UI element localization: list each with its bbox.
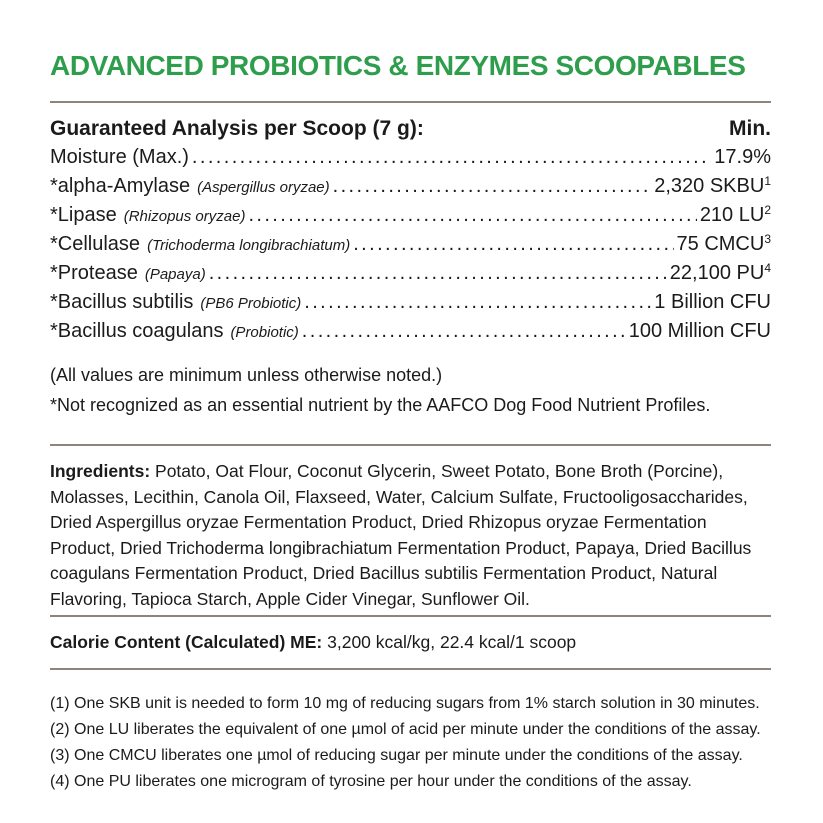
analysis-table (50, 146, 771, 349)
analysis-row-value (654, 291, 771, 314)
analysis-row (50, 146, 771, 175)
note-aafco: *Not recognized as an essential nutrient by the AAFCO Dog Food Nutrient Profiles. (50, 395, 711, 416)
divider (50, 668, 771, 670)
analysis-row-name: Moisture (Max.) (50, 146, 189, 169)
analysis-row-detail: (PB6 Probiotic) (200, 295, 302, 313)
analysis-row-value (714, 146, 771, 169)
analysis-row (50, 291, 771, 320)
analysis-row-value (629, 320, 771, 343)
analysis-row (50, 262, 771, 291)
analysis-row-detail: (Papaya) (144, 266, 206, 284)
analysis-row-value (670, 262, 771, 285)
product-title: ADVANCED PROBIOTICS & ENZYMES SCOOPABLES (50, 50, 746, 81)
dot-leader (209, 262, 667, 285)
footnote-pu: (4) One PU liberates one microgram of tyrosine per hour under the conditions of the assay. (50, 773, 692, 791)
analysis-row-name: *Bacillus subtilis (50, 291, 194, 314)
analysis-row-detail: (Trichoderma longibrachiatum) (147, 237, 351, 255)
footnote-marker: 1 (764, 175, 771, 189)
calorie-content-label: Calorie Content (Calculated) ME: (50, 632, 323, 653)
analysis-notes (50, 360, 771, 420)
analysis-row (50, 320, 771, 349)
analysis-value-text: 22,100 PU (669, 262, 765, 285)
analysis-row-detail: (Aspergillus oryzae) (197, 179, 330, 197)
calorie-content-value: 3,200 kcal/kg, 22.4 kcal/1 scoop (327, 632, 577, 653)
analysis-row-value (677, 233, 771, 256)
analysis-row (50, 233, 771, 262)
divider (50, 101, 771, 103)
dot-leader (192, 146, 711, 169)
analysis-row-name: *alpha-Amylase (50, 175, 191, 198)
analysis-value-text: 100 Million CFU (628, 320, 771, 343)
dot-leader (333, 175, 652, 198)
dot-leader (248, 204, 696, 227)
analysis-header-label: Guaranteed Analysis per Scoop (7 g): (50, 117, 424, 141)
dot-leader (304, 291, 651, 314)
dot-leader (353, 233, 673, 256)
analysis-value-text: 75 CMCU (676, 233, 765, 256)
note-minimum-values: (All values are minimum unless otherwise noted.) (50, 365, 443, 386)
footnote-lu: (2) One LU liberates the equivalent of one µmol of acid per minute under the conditions of the assay. (50, 721, 761, 739)
analysis-row-detail: (Rhizopus oryzae) (123, 208, 246, 226)
analysis-row-detail: (Probiotic) (230, 324, 299, 342)
footnote-marker: 4 (764, 262, 771, 276)
footnote-marker: 2 (764, 204, 771, 218)
footnote-marker: 3 (764, 233, 771, 247)
guaranteed-analysis-header (50, 117, 771, 141)
ingredients-label: Ingredients: (50, 461, 151, 482)
analysis-row-value (654, 175, 771, 198)
analysis-row-name: *Bacillus coagulans (50, 320, 224, 343)
analysis-row-name: *Protease (50, 262, 138, 285)
analysis-value-text: 17.9% (714, 146, 771, 169)
analysis-value-text: 210 LU (699, 204, 765, 227)
min-column-label: Min. (729, 117, 771, 141)
footnotes-section (50, 691, 771, 795)
analysis-row (50, 175, 771, 204)
ingredients-list: Potato, Oat Flour, Coconut Glycerin, Sweet Potato, Bone Broth (Porcine), Molasses, Lecithin, Canola Oil, Flaxseed, Water, Calcium Sulfate, Fructooligosaccharides, Dried Aspergillus oryzae Fermentation Product, Dried Rhizopus oryzae Fermentation Product, Dried Trichoderma longibrachiatum Fermentation Product, Papaya, Dried Bacillus coagulans Fermentation Product, Dried Bacillus subtilis Fermentation Product, Natural Flavoring, Tapioca Starch, Apple Cider Vinegar, Sunflower Oil. (50, 461, 752, 609)
analysis-row-name: *Cellulase (50, 233, 141, 256)
analysis-row-value (700, 204, 771, 227)
dot-leader (302, 320, 626, 343)
ingredients-section (50, 459, 771, 612)
analysis-row-name: *Lipase (50, 204, 117, 227)
footnote-skb: (1) One SKB unit is needed to form 10 mg of reducing sugars from 1% starch solution in 30 minutes. (50, 695, 760, 713)
analysis-value-text: 2,320 SKBU (654, 175, 765, 198)
analysis-row (50, 204, 771, 233)
analysis-value-text: 1 Billion CFU (654, 291, 771, 314)
calorie-content-section (50, 617, 771, 668)
divider (50, 444, 771, 446)
footnote-cmcu: (3) One CMCU liberates one µmol of reducing sugar per minute under the conditions of the assay. (50, 747, 743, 765)
